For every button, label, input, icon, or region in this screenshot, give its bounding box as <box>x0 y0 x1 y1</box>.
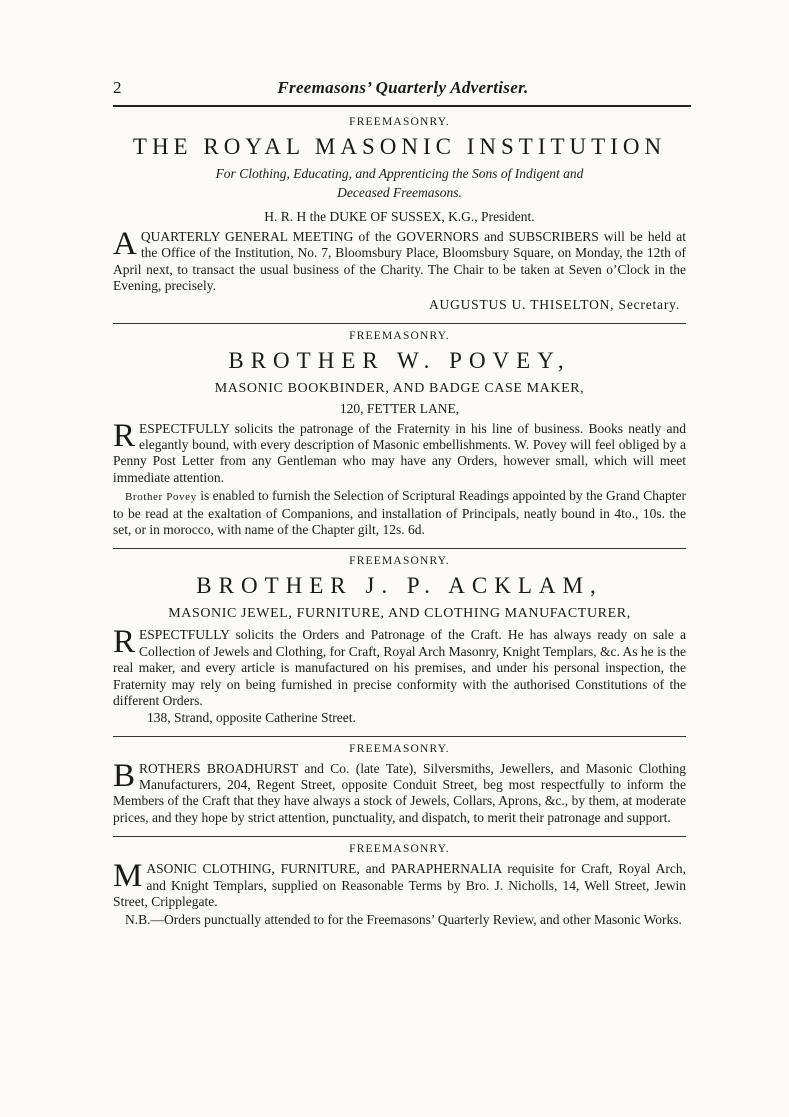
section-divider <box>113 548 686 549</box>
ad-kicker: FREEMASONRY. <box>349 843 450 856</box>
ad-body: RESPECTFULLY solicits the Orders and Patronage of the Craft. He has always ready on sale a Collection of Jewels and Clothing, for Craft, Royal Arch Masonry, Knight Templars, &c. As he is the real maker, and every article is manufactured on his premises, and under his personal inspection, the Fraternity may rely on being furnished in precise conformity with the authorised Constitutions of the different Orders. <box>113 624 686 709</box>
ad-body-continued: Brother Povey is enabled to furnish the Selection of Scriptural Readings appointed by the Grand Chapter to be read at the exaltation of Companions, and installation of Principals, neatly bound in 4to., 10s. the set, or in morocco, with name of the Chapter gilt, 12s. 6d. <box>113 488 686 538</box>
advertisement-nicholls <box>113 843 686 929</box>
drop-cap: A <box>113 226 137 262</box>
ad-title: THE ROYAL MASONIC INSTITUTION <box>132 134 667 159</box>
ad-kicker: FREEMASONRY. <box>349 329 450 342</box>
ad-title: BROTHER J. P. ACKLAM, <box>196 573 603 599</box>
advertisement-broadhurst <box>113 743 686 827</box>
ad-note: N.B.—Orders punctually attended to for the Freemasons’ Quarterly Review, and other Masonic Works. <box>125 912 682 928</box>
drop-cap: R <box>113 417 136 454</box>
ad-title: BROTHER W. POVEY, <box>228 347 571 373</box>
advertisement-povey <box>113 330 686 539</box>
section-divider <box>113 736 686 737</box>
ad-signature: AUGUSTUS U. THISELTON, Secretary. <box>428 296 680 312</box>
ad-body: MASONIC CLOTHING, FURNITURE, and PARAPHERNALIA requisite for Craft, Royal Arch, and Knight Templars, supplied on Reasonable Terms by Bro. J. Nicholls, 14, Well Street, Jewin Street, Cripplegate. <box>113 858 686 909</box>
page-content <box>113 112 686 929</box>
ad-body: BROTHERS BROADHURST and Co. (late Tate), Silversmiths, Jewellers, and Masonic Clothing Manufacturers, 204, Regent Street, opposite Conduit Street, beg most respectfully to inform the Members of the Craft that they have always a stock of Jewels, Collars, Aprons, &c., by them, at moderate prices, and they hope by strict attention, punctuality, and dispatch, to merit their patronage and support. <box>113 757 686 825</box>
drop-cap: B <box>113 757 136 794</box>
advertisement-royal-masonic-institution <box>113 116 686 313</box>
header-rule <box>113 105 691 107</box>
ad-trade: MASONIC BOOKBINDER, AND BADGE CASE MAKER, <box>214 380 585 396</box>
ad-subtitle: For Clothing, Educating, and Apprenticing the Sons of Indigent and <box>215 166 584 181</box>
ad-address: 138, Strand, opposite Catherine Street. <box>147 709 356 725</box>
ad-body: A QUARTERLY GENERAL MEETING of the GOVERNORS and SUBSCRIBERS will be held at the Office of the Institution, No. 7, Bloomsbury Place, Bloomsbury Square, on Monday, the 12th of April next, to transact the usual business of the Charity. The Chair to be taken at Seven o’Clock in the Evening, precisely. <box>113 226 686 294</box>
ad-president: H. R. H the DUKE OF SUSSEX, K.G., President. <box>264 209 535 224</box>
ad-address: 120, FETTER LANE, <box>339 400 460 416</box>
section-divider <box>113 323 686 324</box>
ad-body: RESPECTFULLY solicits the patronage of the Fraternity in his line of business. Books neatly and elegantly bound, with every description of Masonic embellishments. W. Povey will feel obliged by a Penny Post Letter from any Gentleman who may have any Orders, however small, which will meet immediate attention. <box>113 417 686 485</box>
section-divider <box>113 836 686 837</box>
journal-title: Freemasons’ Quarterly Advertiser. <box>277 78 529 97</box>
ad-kicker: FREEMASONRY. <box>349 555 450 568</box>
advertisement-acklam <box>113 555 686 725</box>
ad-subtitle-continued: Deceased Freemasons. <box>337 185 462 200</box>
running-header <box>113 78 693 104</box>
drop-cap: R <box>113 624 136 661</box>
ad-kicker: FREEMASONRY. <box>349 116 450 128</box>
brother-name: Brother Povey <box>125 491 197 504</box>
drop-cap: M <box>113 858 143 895</box>
page-number: 2 <box>113 78 122 97</box>
ad-trade: MASONIC JEWEL, FURNITURE, AND CLOTHING MANUFACTURER, <box>168 606 631 622</box>
ad-kicker: FREEMASONRY. <box>349 742 450 755</box>
